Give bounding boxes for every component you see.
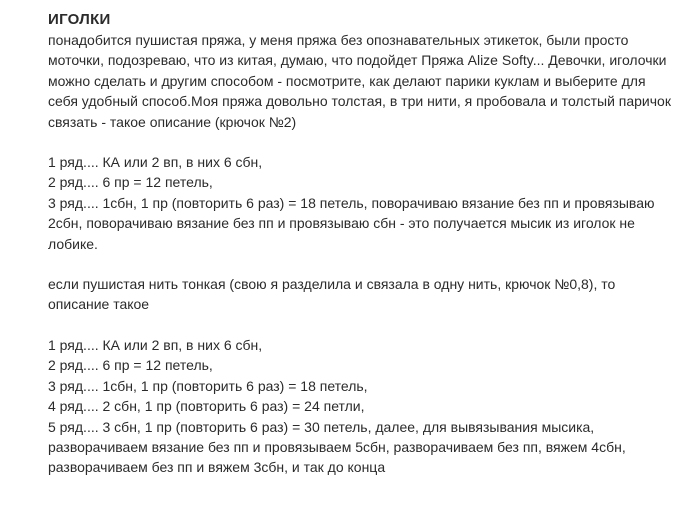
document-page (48, 10, 678, 478)
pattern-1-row-1: 1 ряд.... КА или 2 вп, в них 6 сбн, (48, 154, 263, 171)
pattern-2-row-1: 1 ряд.... КА или 2 вп, в них 6 сбн, (48, 336, 263, 353)
spacer (48, 315, 678, 335)
thin-yarn-note: если пушистая нить тонкая (свою я разделила и связала в одну нить, крючок №0,8), то описание такое (48, 276, 616, 313)
pattern-1-row-2: 2 ряд.... 6 пр = 12 петель, (48, 174, 213, 191)
intro-paragraph: понадобится пушистая пряжа, у меня пряжа без опознавательных этикеток, были просто моточки, подозреваю, что из китая, думаю, что подойдет Пряжа Alize Softy... Девочки, иголочки можно сделать и другим способом - посмотрите, как делают парики куклам и выберите для себя удобный способ.Моя пряжа довольно толстая, в три нити, я пробовала и толстый паричок связать - такое описание (крючок №2) (48, 32, 671, 130)
pattern-2-row-4: 4 ряд.... 2 сбн, 1 пр (повторить 6 раз) = 24 петли, (48, 398, 365, 415)
spacer (48, 132, 678, 152)
pattern-2-row-2: 2 ряд.... 6 пр = 12 петель, (48, 357, 213, 374)
page-title: ИГОЛКИ (48, 11, 111, 28)
spacer (48, 254, 678, 274)
pattern-2-row-3: 3 ряд.... 1сбн, 1 пр (повторить 6 раз) = 18 петель, (48, 377, 368, 394)
pattern-2 (48, 335, 678, 478)
pattern-2-row-5: 5 ряд.... 3 сбн, 1 пр (повторить 6 раз) = 30 петель, далее, для вывязывания мысика, разворачиваем вязание без пп и провязываем 5сбн, разворачиваем без пп, вяжем 4сбн, разворачиваем без пп и вяжем 3сбн, и так до конца (48, 418, 626, 476)
pattern-1-row-3: 3 ряд.... 1сбн, 1 пр (повторить 6 раз) = 18 петель, поворачиваю вязание без пп и провязываю 2сбн, поворачиваю вязание без пп и провязываю сбн - это получается мысик из иголок не лобике. (48, 194, 655, 252)
pattern-1 (48, 152, 678, 254)
